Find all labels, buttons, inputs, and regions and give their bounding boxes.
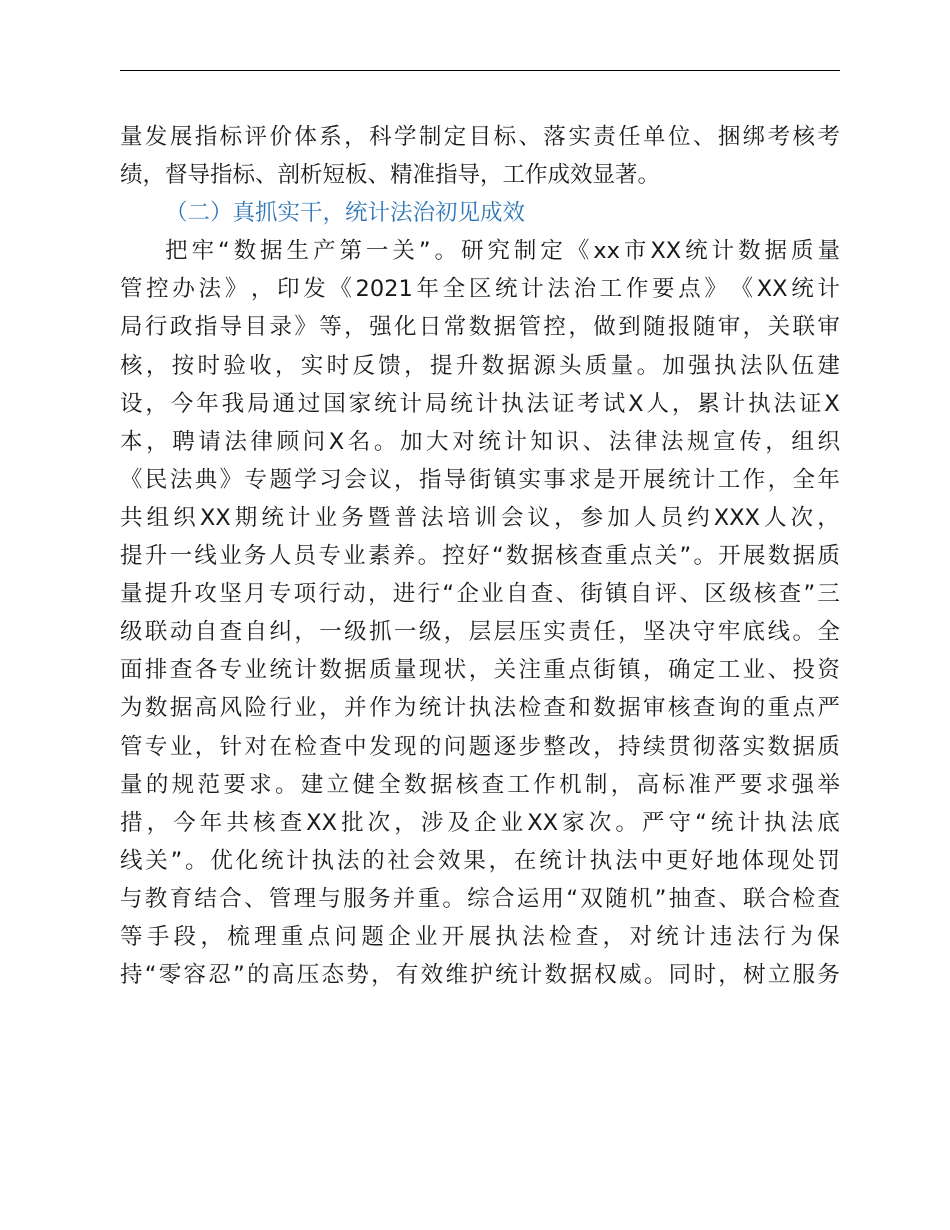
paragraph-line: 核 ， 按 时 验 收 ， 实 时 反 馈 ， 提 升 数 据 源 头 质 量 。 加 强 执 法 队 伍 建 bbox=[120, 352, 840, 379]
paragraph-line: 与 教 育 结 合 、 管 理 与 服 务 并 重 。 综 合 运 用 “ 双 随 机 ” 抽 查 、 联 合 检 查 bbox=[120, 885, 840, 912]
paragraph-line: 持 “ 零 容 忍 ” 的 高 压 态 势 ， 有 效 维 护 统 计 数 据 权 威 。 同 时 ， 树 立 服 务 bbox=[120, 962, 840, 989]
paragraph-line: 提 升 一 线 业 务 人 员 专 业 素 养 。 控 好 “ 数 据 核 查 重 点 关 ” 。 开 展 数 据 质 bbox=[120, 543, 840, 570]
document-body bbox=[120, 118, 840, 994]
paragraph-line: 量 发 展 指 标 评 价 体 系 ， 科 学 制 定 目 标 、 落 实 责 任 单 位 、 捆 绑 考 核 考 bbox=[120, 124, 840, 150]
paragraph-line: 管 控 办 法 》 ， 印 发 《 2021 年 全 区 统 计 法 治 工 作 要 点 》 《 XX 统 计 bbox=[120, 276, 840, 303]
paragraph-line: 共 组 织 XX 期 统 计 业 务 暨 普 法 培 训 会 议 ， 参 加 人 员 约 XXX 人 次 ， bbox=[120, 504, 840, 531]
paragraph-line: 措 ， 今 年 共 核 查 XX 批 次 ， 涉 及 企 业 XX 家 次 。 严 守 “ 统 计 执 法 底 bbox=[120, 809, 840, 836]
paragraph-line: 本 ， 聘 请 法 律 顾 问 X 名 。 加 大 对 统 计 知 识 、 法 律 法 规 宣 传 ， 组 织 bbox=[120, 428, 840, 455]
paragraph-line: 绩，督导指标、剖析短板、精准指导，工作成效显著。 bbox=[120, 162, 661, 189]
paragraph-line: 级 联 动 自 查 自 纠 ， 一 级 抓 一 级 ， 层 层 压 实 责 任 ， 坚 决 守 牢 底 线 。 全 bbox=[120, 619, 840, 646]
paragraph-line: 把 牢 “ 数 据 生 产 第 一 关 ” 。 研 究 制 定 《 xx 市 XX 统 计 数 据 质 量 bbox=[165, 238, 840, 265]
paragraph-line: 局 行 政 指 导 目 录 》 等 ， 强 化 日 常 数 据 管 控 ， 做 到 随 报 随 审 ， 关 联 审 bbox=[120, 314, 840, 341]
paragraph-line: 等 手 段 ， 梳 理 重 点 问 题 企 业 开 展 执 法 检 查 ， 对 统 计 违 法 行 为 保 bbox=[120, 923, 840, 950]
paragraph-line: 线 关 ” 。 优 化 统 计 执 法 的 社 会 效 果 ， 在 统 计 执 法 中 更 好 地 体 现 处 罚 bbox=[120, 847, 840, 874]
section-heading: （二）真抓实干，统计法治初见成效 bbox=[165, 200, 526, 227]
header-rule bbox=[120, 70, 840, 71]
paragraph-line: 量 的 规 范 要 求 。 建 立 健 全 数 据 核 查 工 作 机 制 ， 高 标 准 严 要 求 强 举 bbox=[120, 771, 840, 798]
paragraph-line: 设 ， 今 年 我 局 通 过 国 家 统 计 局 统 计 执 法 证 考 试 X 人 ， 累 计 执 法 证 X bbox=[120, 390, 840, 417]
paragraph-line: 为 数 据 高 风 险 行 业 ， 并 作 为 统 计 执 法 检 查 和 数 据 审 核 查 询 的 重 点 严 bbox=[120, 695, 840, 722]
paragraph-line: 量 提 升 攻 坚 月 专 项 行 动 ， 进 行 “ 企 业 自 查 、 街 镇 自 评 、 区 级 核 查 ” 三 bbox=[120, 581, 840, 608]
paragraph-line: 《 民 法 典 》 专 题 学 习 会 议 ， 指 导 街 镇 实 事 求 是 开 展 统 计 工 作 ， 全 年 bbox=[120, 466, 840, 493]
paragraph-line: 面 排 查 各 专 业 统 计 数 据 质 量 现 状 ， 关 注 重 点 街 镇 ， 确 定 工 业 、 投 资 bbox=[120, 657, 840, 684]
paragraph-line: 管 专 业 ， 针 对 在 检 查 中 发 现 的 问 题 逐 步 整 改 ， 持 续 贯 彻 落 实 数 据 质 bbox=[120, 733, 840, 760]
